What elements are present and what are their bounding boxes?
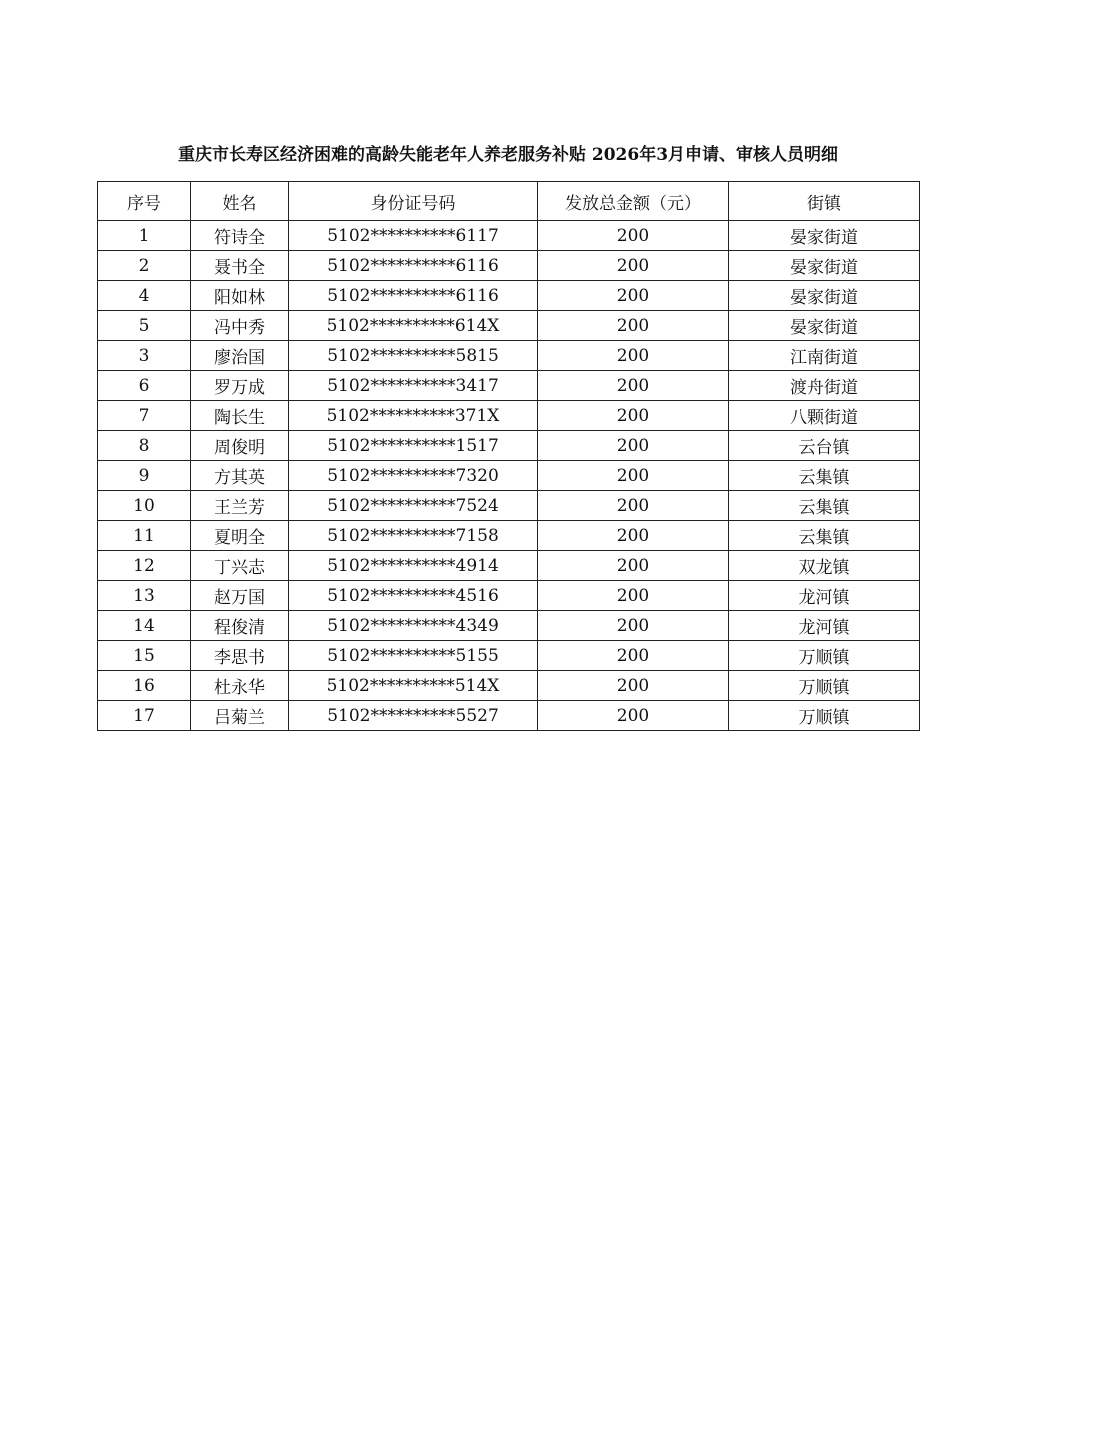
cell-id-number: 5102**********371X (289, 401, 538, 431)
cell-name: 夏明全 (191, 521, 289, 551)
document-title: 重庆市长寿区经济困难的高龄失能老年人养老服务补贴 2026年3月申请、审核人员明细 (177, 145, 839, 165)
table-row (98, 401, 920, 431)
cell-name: 罗万成 (191, 371, 289, 401)
cell-amount: 200 (538, 221, 729, 251)
cell-id-number: 5102**********7524 (289, 491, 538, 521)
cell-name: 方其英 (191, 461, 289, 491)
cell-name: 符诗全 (191, 221, 289, 251)
cell-id-number: 5102**********3417 (289, 371, 538, 401)
cell-name: 冯中秀 (191, 311, 289, 341)
cell-id-number: 5102**********4516 (289, 581, 538, 611)
cell-amount: 200 (538, 341, 729, 371)
table-row (98, 461, 920, 491)
cell-seq: 7 (98, 401, 191, 431)
cell-town: 万顺镇 (729, 641, 920, 671)
cell-id-number: 5102**********1517 (289, 431, 538, 461)
cell-seq: 4 (98, 281, 191, 311)
cell-seq: 1 (98, 221, 191, 251)
cell-amount: 200 (538, 581, 729, 611)
cell-town: 晏家街道 (729, 281, 920, 311)
cell-id-number: 5102**********7158 (289, 521, 538, 551)
cell-town: 双龙镇 (729, 551, 920, 581)
cell-name: 程俊清 (191, 611, 289, 641)
cell-town: 晏家街道 (729, 221, 920, 251)
cell-town: 龙河镇 (729, 581, 920, 611)
header-name: 姓名 (191, 182, 289, 221)
table-row (98, 251, 920, 281)
cell-amount: 200 (538, 281, 729, 311)
cell-seq: 9 (98, 461, 191, 491)
cell-name: 阳如林 (191, 281, 289, 311)
cell-town: 云集镇 (729, 491, 920, 521)
cell-town: 八颗街道 (729, 401, 920, 431)
cell-seq: 11 (98, 521, 191, 551)
table-row (98, 611, 920, 641)
cell-town: 渡舟街道 (729, 371, 920, 401)
cell-id-number: 5102**********514X (289, 671, 538, 701)
cell-seq: 16 (98, 671, 191, 701)
recipient-table (97, 181, 920, 731)
cell-town: 云集镇 (729, 521, 920, 551)
header-town: 街镇 (729, 182, 920, 221)
table-row (98, 551, 920, 581)
cell-id-number: 5102**********4349 (289, 611, 538, 641)
cell-amount: 200 (538, 311, 729, 341)
cell-amount: 200 (538, 611, 729, 641)
cell-seq: 5 (98, 311, 191, 341)
cell-seq: 8 (98, 431, 191, 461)
cell-seq: 17 (98, 701, 191, 731)
cell-id-number: 5102**********4914 (289, 551, 538, 581)
cell-town: 云台镇 (729, 431, 920, 461)
cell-id-number: 5102**********6116 (289, 251, 538, 281)
table-row (98, 581, 920, 611)
table-row (98, 701, 920, 731)
cell-id-number: 5102**********6117 (289, 221, 538, 251)
cell-id-number: 5102**********614X (289, 311, 538, 341)
cell-name: 丁兴志 (191, 551, 289, 581)
cell-name: 陶长生 (191, 401, 289, 431)
cell-town: 万顺镇 (729, 701, 920, 731)
cell-town: 万顺镇 (729, 671, 920, 701)
cell-amount: 200 (538, 671, 729, 701)
cell-seq: 3 (98, 341, 191, 371)
table-row (98, 641, 920, 671)
cell-amount: 200 (538, 701, 729, 731)
cell-seq: 2 (98, 251, 191, 281)
cell-id-number: 5102**********7320 (289, 461, 538, 491)
header-seq: 序号 (98, 182, 191, 221)
cell-seq: 15 (98, 641, 191, 671)
cell-amount: 200 (538, 431, 729, 461)
cell-seq: 12 (98, 551, 191, 581)
cell-town: 晏家街道 (729, 251, 920, 281)
cell-id-number: 5102**********5527 (289, 701, 538, 731)
cell-id-number: 5102**********5815 (289, 341, 538, 371)
table-header (98, 182, 920, 221)
cell-amount: 200 (538, 551, 729, 581)
header-id-number: 身份证号码 (289, 182, 538, 221)
table-row (98, 491, 920, 521)
cell-amount: 200 (538, 491, 729, 521)
cell-name: 廖治国 (191, 341, 289, 371)
cell-amount: 200 (538, 461, 729, 491)
cell-town: 龙河镇 (729, 611, 920, 641)
cell-town: 晏家街道 (729, 311, 920, 341)
cell-town: 江南街道 (729, 341, 920, 371)
cell-name: 杜永华 (191, 671, 289, 701)
cell-amount: 200 (538, 641, 729, 671)
table-row (98, 671, 920, 701)
cell-seq: 14 (98, 611, 191, 641)
table-row (98, 281, 920, 311)
cell-seq: 10 (98, 491, 191, 521)
cell-town: 云集镇 (729, 461, 920, 491)
cell-name: 吕菊兰 (191, 701, 289, 731)
cell-amount: 200 (538, 371, 729, 401)
table-row (98, 431, 920, 461)
cell-seq: 6 (98, 371, 191, 401)
cell-seq: 13 (98, 581, 191, 611)
cell-name: 聂书全 (191, 251, 289, 281)
cell-id-number: 5102**********6116 (289, 281, 538, 311)
header-amount: 发放总金额（元） (538, 182, 729, 221)
cell-name: 李思书 (191, 641, 289, 671)
cell-amount: 200 (538, 401, 729, 431)
table-body (98, 221, 920, 731)
table-row (98, 341, 920, 371)
table-row (98, 521, 920, 551)
cell-name: 赵万国 (191, 581, 289, 611)
cell-amount: 200 (538, 521, 729, 551)
cell-id-number: 5102**********5155 (289, 641, 538, 671)
cell-amount: 200 (538, 251, 729, 281)
table-row (98, 371, 920, 401)
header-row (98, 182, 920, 221)
cell-name: 周俊明 (191, 431, 289, 461)
table-row (98, 311, 920, 341)
table-row (98, 221, 920, 251)
cell-name: 王兰芳 (191, 491, 289, 521)
